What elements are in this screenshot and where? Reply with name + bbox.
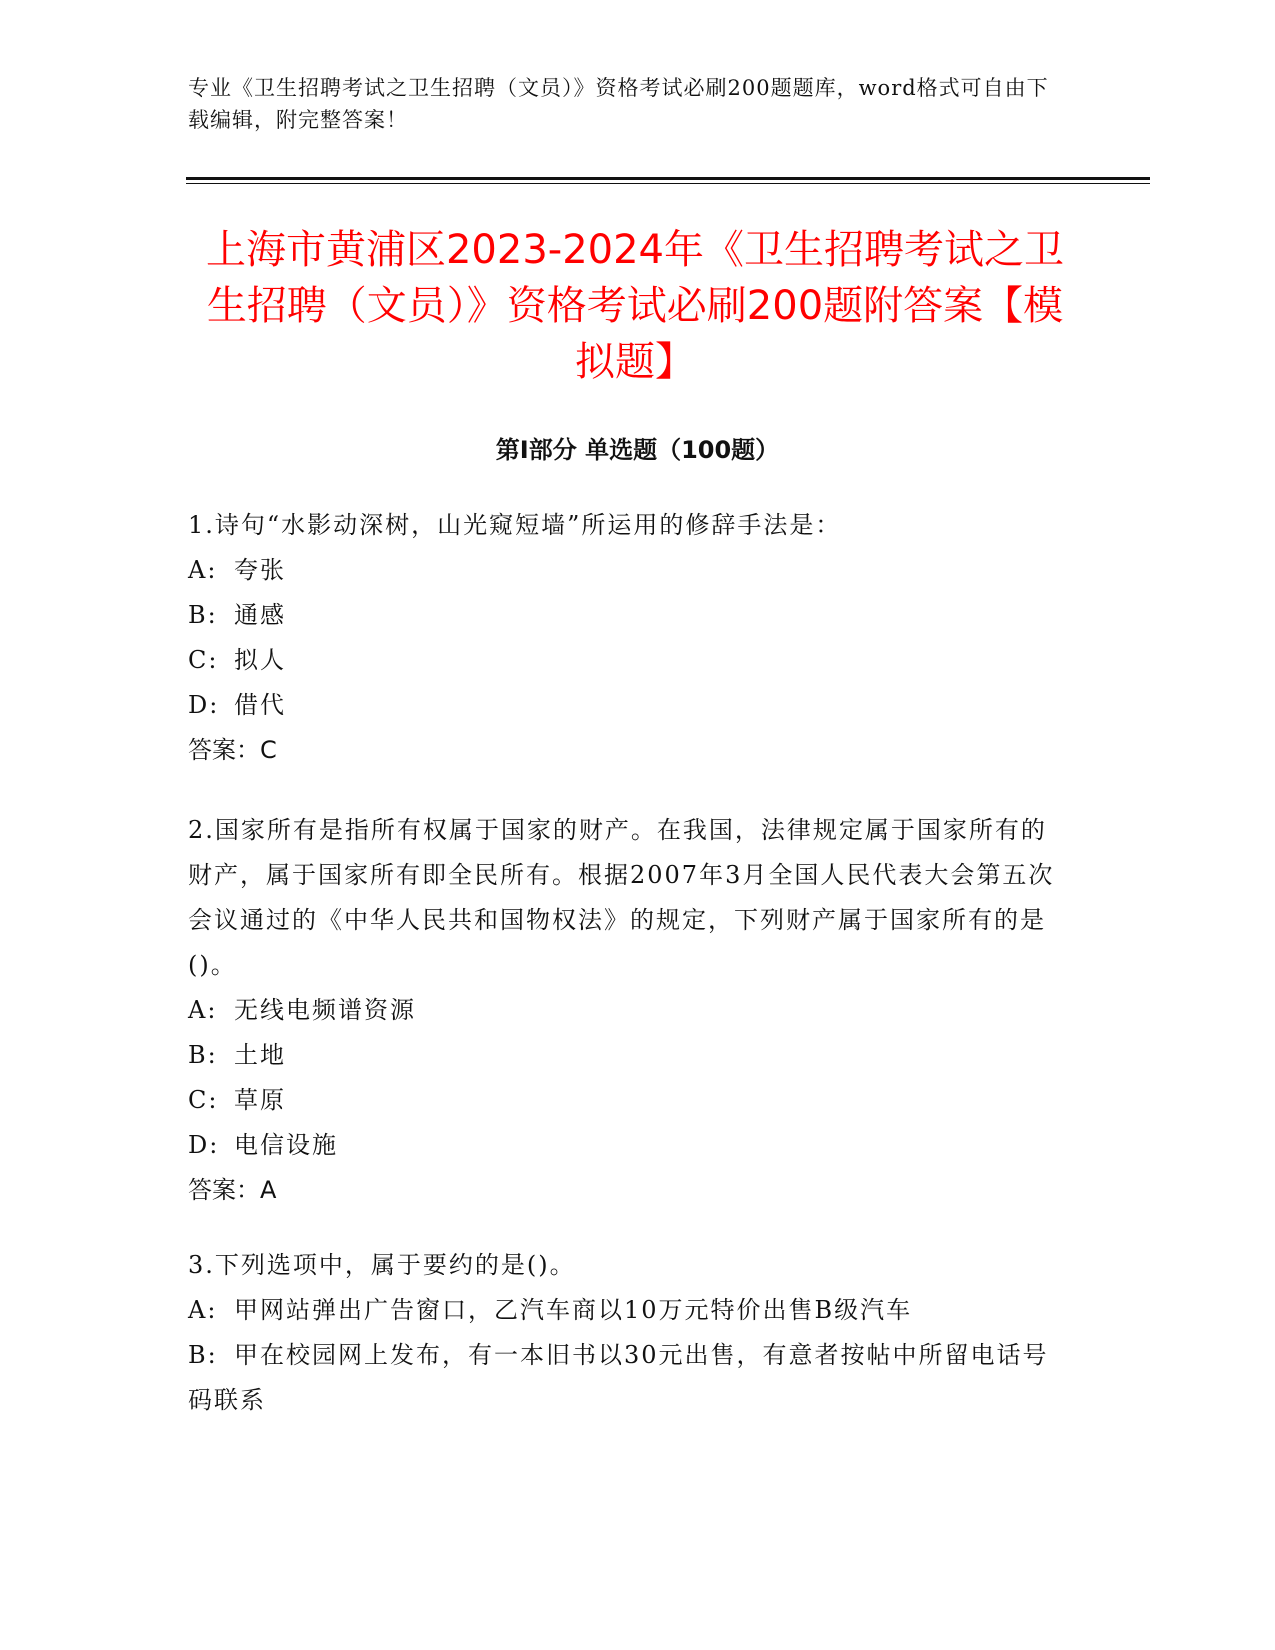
option-text: 土地 — [234, 1041, 286, 1069]
answer: 答案：C — [188, 736, 277, 764]
document-title: 上海市黄浦区2023-2024年《卫生招聘考试之卫生招聘（文员）》资格考试必刷200题附答案【模拟题】 — [205, 227, 1065, 385]
question-stem: 3.下列选项中，属于要约的是()。 — [188, 1251, 576, 1279]
option-a — [188, 988, 1068, 1033]
option-key: C: — [188, 646, 219, 674]
option-text: 甲在校园网上发布，有一本旧书以30元出售，有意者按帖中所留电话号码联系 — [188, 1341, 1049, 1414]
option-text: 草原 — [234, 1086, 286, 1114]
option-text: 拟人 — [234, 646, 286, 674]
option-key: A: — [188, 556, 218, 584]
option-c — [188, 638, 1068, 683]
option-text: 甲网站弹出广告窗口，乙汽车商以10万元特价出售B级汽车 — [234, 1296, 913, 1324]
header-divider — [186, 177, 1150, 180]
option-b — [188, 1333, 1068, 1423]
option-key: D: — [188, 1131, 220, 1159]
option-list — [188, 1288, 1068, 1423]
section-title: 第Ⅰ部分 单选题（100题） — [495, 436, 780, 464]
answer: 答案：A — [188, 1176, 277, 1204]
option-list — [188, 548, 1068, 728]
option-a — [188, 1288, 1068, 1333]
option-text: 电信设施 — [234, 1131, 338, 1159]
option-key: A: — [188, 996, 218, 1024]
option-key: B: — [188, 1341, 218, 1369]
question-2 — [188, 808, 1068, 1213]
header-note: 专业《卫生招聘考试之卫生招聘（文员）》资格考试必刷200题题库，word格式可自由下载编辑，附完整答案！ — [188, 76, 1049, 132]
option-key: C: — [188, 1086, 219, 1114]
question-1 — [188, 503, 1068, 773]
option-text: 无线电频谱资源 — [234, 996, 416, 1024]
question-stem: 2.国家所有是指所有权属于国家的财产。在我国，法律规定属于国家所有的财产，属于国家所有即全民所有。根据2007年3月全国人民代表大会第五次会议通过的《中华人民共和国物权法》的规定，下列财产属于国家所有的是()。 — [188, 816, 1055, 979]
option-b — [188, 593, 1068, 638]
option-list — [188, 988, 1068, 1168]
option-key: B: — [188, 601, 218, 629]
question-stem: 1.诗句“水影动深树，山光窥短墙”所运用的修辞手法是： — [188, 511, 842, 539]
question-3 — [188, 1243, 1068, 1423]
header-divider-thin — [186, 183, 1150, 184]
option-key: B: — [188, 1041, 218, 1069]
option-b — [188, 1033, 1068, 1078]
option-key: D: — [188, 691, 220, 719]
option-text: 夸张 — [234, 556, 286, 584]
option-c — [188, 1078, 1068, 1123]
option-key: A: — [188, 1296, 218, 1324]
option-a — [188, 548, 1068, 593]
option-d — [188, 683, 1068, 728]
option-text: 通感 — [234, 601, 286, 629]
option-d — [188, 1123, 1068, 1168]
option-text: 借代 — [234, 691, 286, 719]
